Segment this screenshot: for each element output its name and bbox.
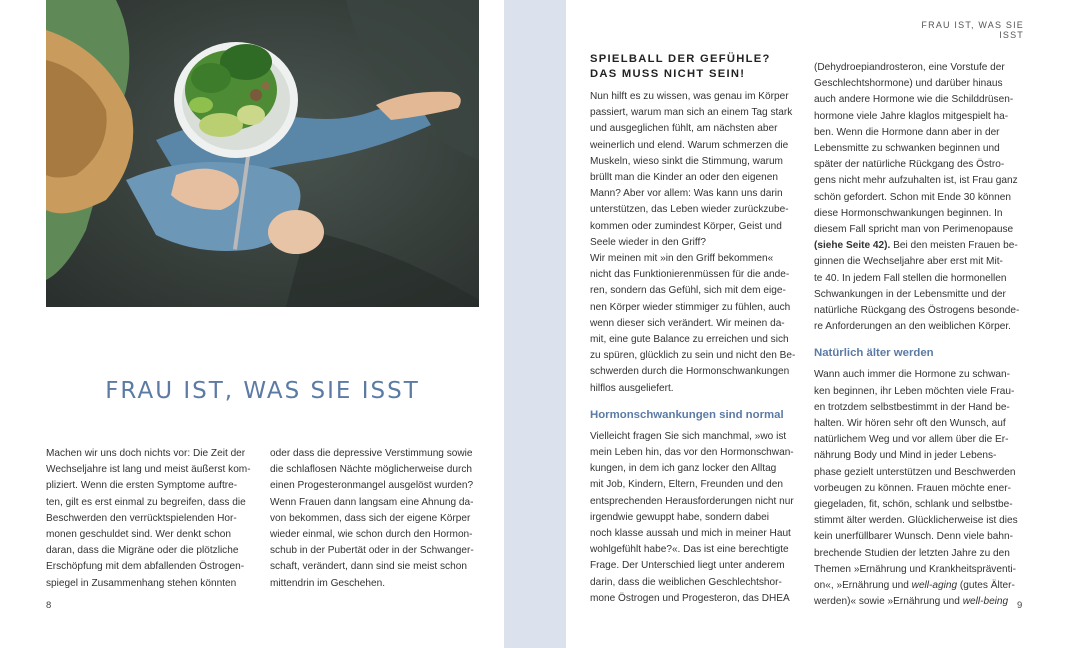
chapter-title: FRAU IST, WAS SIE ISST [105, 378, 420, 405]
body-paragraph-4-text-a: (Dehydroepiandrosteron, eine Vorstufe der Geschlechtshormone) und darüber hinaus auch andere Hormone wie die Schilddrüsen- hormone viele Jahre klaglos mitgespielt ha- ben. Wenn die Hormone dann aber in der Lebensmitte zu schwanken beginnen und später der natürliche Rückgang des Östro- gens nicht mehr aufzuhalten ist, ist Frau ganz schön gefordert. Schon mit Ende 30 können diese Hormonschwankungen beginnen. In diesem Fall spricht man von Perimenopause [814, 62, 1018, 236]
body-paragraph-5 [814, 367, 1026, 610]
left-text-column-2 [270, 446, 482, 592]
body-paragraph-3: Vielleicht fragen Sie sich manchmal, »wo ist mein Leben hin, das vor den Hormonschwan- kungen, in dem ich ganz locker den Alltag mit Job, Kindern, Eltern, Freunden und den entsprechenden Herausforderungen nicht nur irgendwie gewuppt habe, sondern dabei noch klasse aussah und mich in meiner Haut wohlgefühlt habe?«. Das ist eine berechtigte Frage. Der Unterschied liegt unter anderem darin, dass die weiblichen Geschlechtshor- mone Östrogen und Progesteron, das DHEA [590, 430, 794, 604]
body-paragraph-2: Wir meinen mit »in den Griff bekommen« nicht das Funktionierenmüssen für die ande- ren, sondern das Gefühl, sich mit dem eige- nen Körper wieder stimmiger zu fühlen, auch wenn dieser sich verändert. Wir meinen da- mit, eine gute Balance zu erreichen und sich zu spüren, glücklich zu sein und nicht den Be- schwerden durch die Hormonschwankungen hilflos ausgeliefert. [590, 253, 796, 394]
intro-paragraph: Machen wir uns doch nichts vor: Die Zeit der Wechseljahre ist lang und meist äußerst kom- pliziert. Wenn die ersten Symptome auftre- ten, gilt es erst einmal zu begreifen, dass die Beschwerden den verrücktspielenden Hor- monen geschuldet sind. Wer denkt schon daran, dass die Migräne oder die plötzliche Erschöpfung mit dem abfallenden Östrogen- spiegel in Zusammenhang stehen könnten [46, 448, 251, 589]
intro-paragraph-continued: oder dass die depressive Verstimmung sowie die schlaflosen Nächte möglicherweise durch einen Progesteronmangel ausgelöst wurden? Wenn Frauen dann langsam eine Ahnung da- von bekommen, dass sich der eigene Körper wieder einmal, wie schon durch den Hormon- schub in der Pubertät oder in der Schwanger- schaft, verändert, dann sind sie meist schon mittendrin im Geschehen. [270, 448, 474, 589]
subheading-hormone-fluctuations: Hormonschwankungen sind normal [590, 408, 784, 421]
running-head: FRAU IST, WAS SIE ISST [921, 20, 1024, 40]
right-text-column-1 [590, 52, 800, 607]
page-reference: (siehe Seite 42). [814, 240, 891, 252]
page-number-right: 9 [1017, 600, 1023, 611]
salad-bowl-photo [46, 0, 479, 307]
subheading-natural-aging: Natürlich älter werden [814, 347, 934, 360]
page-gutter [504, 0, 566, 648]
well-aging-term: well-aging [911, 580, 958, 592]
body-paragraph-5-text-b: (gutes Älter- werden)« sowie »Ernährung und [814, 580, 1015, 608]
body-paragraph-5-text-a: Wann auch immer die Hormone zu schwan- ken beginnen, ihr Leben möchten viele Frau- en trotzdem selbstbestimmt in der Hand be- halten. Wir hören sehr oft den Wunsch, auf natürlichem Weg und vor allem über die Er- nährung Body und Mind in jeder Lebens- phase gezielt unterstützen und Beschwerden vorbeugen zu können. Frauen möchte ener- giegeladen, fit, schön, schlank und selbstbe- stimmt älter werden. Glücklicherweise ist dies kein unerfüllbarer Wunsch. Denn viele bahn- brechende Studien der letzten Jahre zu den Themen »Ernährung und Krankheitspräventi- on«, »Ernährung und [814, 369, 1018, 592]
right-text-column-2 [814, 60, 1026, 611]
well-being-term: well-being [962, 596, 1009, 608]
page-number-left: 8 [46, 600, 52, 611]
body-paragraph-4-text-b: Bei den meisten Frauen be- ginnen die Wechseljahre aber erst mit Mit- te 40. In jedem Fall stellen die hormonellen Schwankungen in der Lebensmitte und der natürliche Rückgang des Östrogens besonde- re Anforderungen an den weiblichen Körper. [814, 240, 1020, 333]
body-paragraph-4 [814, 60, 1026, 335]
left-text-column-1 [46, 446, 258, 592]
body-paragraph-1: Nun hilft es zu wissen, was genau im Körper passiert, warum man sich an einem Tag stark und ausgeglichen fühlt, am nächsten aber weinerlich und elend. Warum schmerzen die Muskeln, wieso sinkt die Stimmung, warum brüllt man die Kinder an oder den eigenen Mann? Aber vor allem: Was kann uns darin unterstützen, das Leben wieder zurückzube- kommen oder zumindest Körper, Geist und Seele wieder in den Griff? [590, 91, 793, 248]
section-heading: SPIELBALL DER GEFÜHLE? DAS MUSS NICHT SEIN! [590, 53, 771, 80]
